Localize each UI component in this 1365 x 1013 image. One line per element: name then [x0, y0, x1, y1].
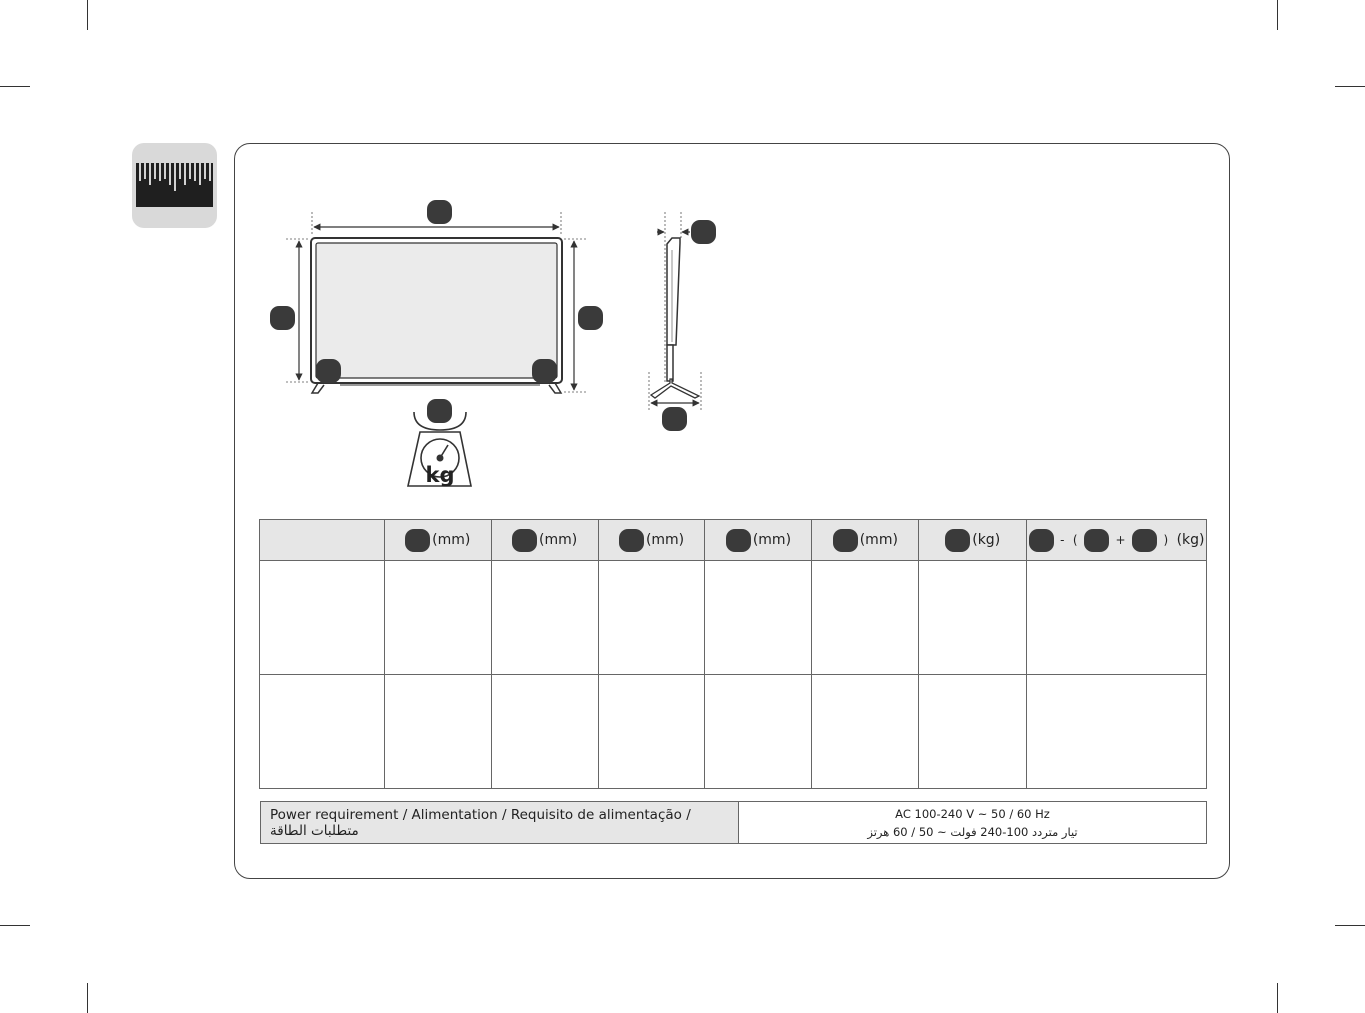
height-badge	[270, 306, 295, 330]
badge	[726, 529, 751, 552]
width-dimension	[312, 200, 561, 236]
table-cell	[919, 561, 1027, 675]
unit-label: (mm)	[645, 532, 685, 548]
width-badge	[427, 200, 452, 224]
unit-label: (mm)	[432, 532, 471, 548]
badge	[619, 529, 644, 552]
table-cell	[491, 561, 598, 675]
table-row	[260, 561, 1207, 675]
header-height	[491, 520, 598, 561]
depth-badge	[691, 220, 716, 244]
header-weight-formula	[1027, 520, 1207, 561]
stand-left-badge	[316, 359, 341, 383]
header-height-stand	[598, 520, 705, 561]
height-stand-badge	[578, 306, 603, 330]
weight-unit-label: kg	[425, 463, 455, 487]
table-cell	[384, 675, 491, 789]
table-cell	[260, 561, 385, 675]
open-paren: (	[1072, 533, 1078, 547]
unit-label: (kg)	[1176, 532, 1205, 548]
table-header-row	[260, 520, 1207, 561]
weight-scale-icon	[408, 399, 471, 487]
table-cell	[919, 675, 1027, 789]
table-cell	[705, 561, 812, 675]
table-cell	[260, 675, 385, 789]
table-cell	[491, 675, 598, 789]
model-header	[260, 520, 385, 561]
table-cell	[598, 675, 705, 789]
table-cell	[812, 675, 919, 789]
plus-sign: +	[1115, 533, 1126, 547]
power-requirement-label: Power requirement / Alimentation / Requisito de alimentação / متطلبات الطاقة	[261, 802, 739, 843]
depth-dimension	[657, 212, 716, 382]
tv-side-view	[651, 238, 699, 398]
table-cell	[812, 561, 919, 675]
height-with-stand-dimension	[564, 239, 603, 392]
unit-label: (kg)	[972, 532, 1001, 548]
table-cell	[1027, 675, 1207, 789]
stand-depth-badge	[662, 407, 687, 431]
badge	[833, 529, 858, 552]
header-width	[384, 520, 491, 561]
table-cell	[705, 675, 812, 789]
unit-label: (mm)	[859, 532, 898, 548]
minus-sign: -	[1060, 533, 1065, 547]
table-cell	[1027, 561, 1207, 675]
stand-right-badge	[532, 359, 557, 383]
table-cell	[384, 561, 491, 675]
header-stand-depth	[812, 520, 919, 561]
power-value-line: AC 100-240 V ~ 50 / 60 Hz	[895, 806, 1050, 821]
badge	[512, 529, 537, 552]
badge	[1132, 529, 1157, 552]
close-paren: )	[1163, 533, 1169, 547]
unit-label: (mm)	[752, 532, 792, 548]
power-value-line-arabic: تيار متردد 100-240 فولت ~ 50 / 60 هرتز	[867, 824, 1078, 839]
height-without-stand-dimension	[270, 239, 310, 382]
stand-depth-dimension	[649, 372, 701, 431]
header-depth	[705, 520, 812, 561]
power-requirement-box	[260, 801, 1207, 844]
badge	[405, 529, 430, 552]
badge	[945, 529, 970, 552]
tv-front-view	[311, 238, 562, 393]
badge	[1084, 529, 1109, 552]
spec-table	[259, 519, 1207, 789]
badge	[1029, 529, 1054, 552]
unit-label: (mm)	[539, 532, 578, 548]
table-row	[260, 675, 1207, 789]
power-requirement-value	[739, 802, 1206, 843]
table-cell	[598, 561, 705, 675]
header-weight	[919, 520, 1027, 561]
